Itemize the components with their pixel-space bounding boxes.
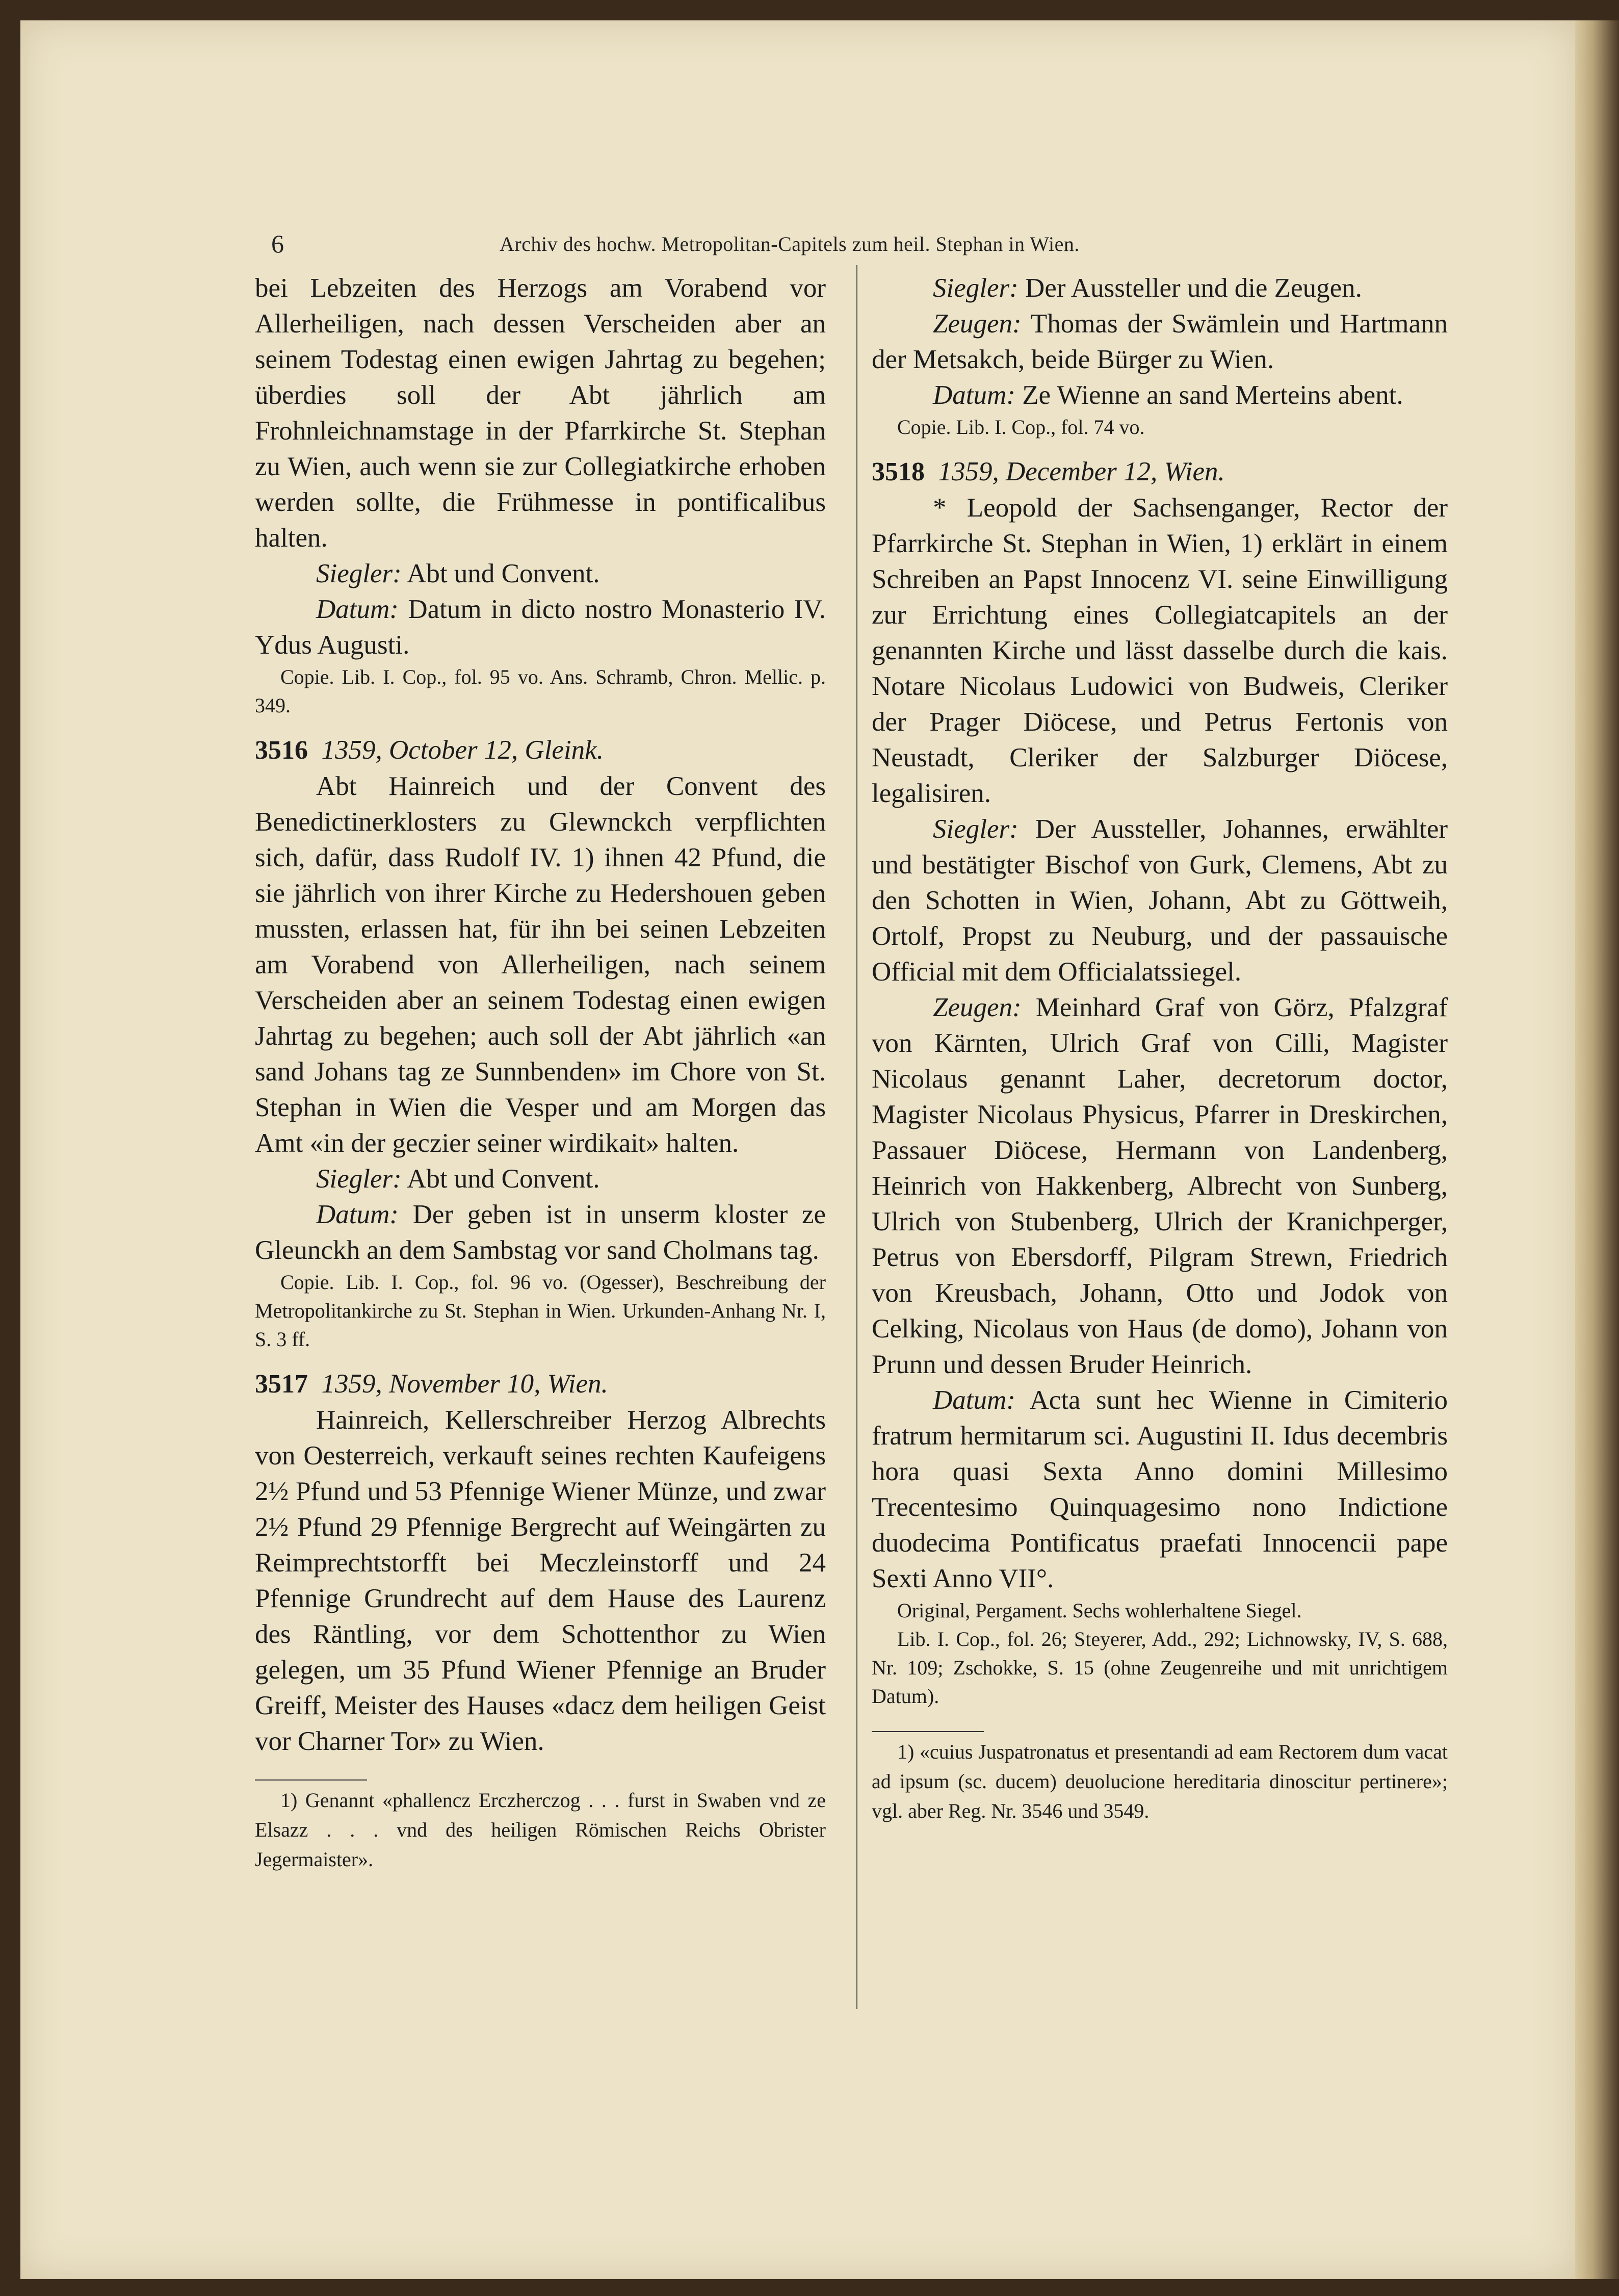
regest-text: Hainreich, Kellerschreiber Herzog Albrechts von Oesterreich, verkauft seines rechten Kaufeigens 2½ Pfund und 53 Pfennige Wiener Münze, und zwar 2½ Pfund 29 Pfennige Bergrecht auf Weingärten zu Reimprechtstorfft bei Meczleinstorff und 24 Pfennige Grundrecht auf dem Hause des Laurenz des Räntling, vor dem Schottenthor zu Wien gelegen, um 35 Pfund Wiener Pfennige an Bruder Greiff, Meister des Hauses «dacz dem heiligen Geist vor Charner Tor» zu Wien. [255, 1405, 826, 1756]
source-note: Copie. Lib. I. Cop., fol. 96 vo. (Ogesser), Beschreibung der Metropolitankirche zu St. Stephan in Wien. Urkunden-Anhang Nr. I, S. 3 ff. [255, 1271, 826, 1351]
continued-text: bei Lebzeiten des Herzogs am Vorabend vor Allerheiligen, nach dessen Verscheiden aber an seinem Todestag einen ewigen Jahrtag zu begehen; überdies soll der Abt jährlich am Frohnleichnamstage in der Pfarrkirche St. Stephan zu Wien, auch wenn sie zur Collegiatkirche erhoben werden sollte, die Frühmesse in pontificalibus halten. [255, 273, 826, 553]
source-note: Lib. I. Cop., fol. 26; Steyerer, Add., 292; Lichnowsky, IV, S. 688, Nr. 109; Zschokke, S. 15 (ohne Zeugenreihe und mit unrichtigem Datum). [872, 1628, 1448, 1708]
regest-heading: 3518 1359, December 12, Wien. [872, 457, 1225, 486]
date-line: Datum: Datum in dicto nostro Monasterio IV. Ydus Augusti. [255, 595, 826, 660]
seal-line: Siegler: Der Aussteller, Johannes, erwählter und bestätigter Bischof von Gurk, Clemens, Abt zu den Schotten in Wien, Johann, Abt zu Göttweih, Ortolf, Propst zu Neuburg, und der passauische Official mit dem Officialatssiegel. [872, 814, 1448, 987]
regest-text: Abt Hainreich und der Convent des Benedictinerklosters zu Glewnckch verpflichten sich, dafür, dass Rudolf IV. 1) ihnen 42 Pfund, die sie jährlich von ihrer Kirche zu Hedershouen geben mussten, erlassen hat, für ihn bei seinen Lebzeiten am Vorabend von Allerheiligen, nach seinem Verscheiden aber an seinem Todestag einen ewigen Jahrtag zu begehen; auch soll der Abt jährlich «an sand Johans tag ze Sunnbenden» im Chore von St. Stephan in Wien die Vesper und am Morgen das Amt «in der geczier seiner wirdikait» halten. [255, 771, 826, 1158]
witness-line: Zeugen: Meinhard Graf von Görz, Pfalzgraf von Kärnten, Ulrich Graf von Cilli, Magister Nicolaus genannt Laher, decretorum doctor, Magister Nicolaus Physicus, Pfarrer in Dreskirchen, Passauer Diöcese, Hermann von Landenberg, Heinrich von Hakkenberg, Albrecht von Sunberg, Ulrich von Stubenberg, Ulrich der Kranichperger, Petrus von Ebersdorff, Pilgram Strewn, Friedrich von Kreusbach, Johann, Otto und Jodok von Celking, Nicolaus von Haus (de domo), Johann von Prunn und dessen Bruder Heinrich. [872, 993, 1448, 1379]
seal-line: Siegler: Der Aussteller und die Zeugen. [933, 273, 1362, 303]
right-column [872, 270, 1448, 1826]
seal-line: Siegler: Abt und Convent. [316, 1164, 600, 1194]
witness-line: Zeugen: Thomas der Swämlein und Hartmann der Metsakch, beide Bürger zu Wien. [872, 309, 1448, 374]
page-edge [1575, 20, 1619, 2279]
column-divider [856, 265, 857, 2009]
footnote: 1) Genannt «phallencz Erczherczog . . . furst in Swaben vnd ze Elsazz . . . vnd des heiligen Römischen Reichs Obrister Jegermaister». [255, 1789, 826, 1871]
left-column [255, 270, 826, 1874]
seal-line: Siegler: Abt und Convent. [316, 559, 600, 588]
footnote: 1) «cuius Juspatronatus et presentandi ad eam Rectorem dum vacat ad ipsum (sc. ducem) deuolucione hereditaria dinoscitur pertinere»; vgl. aber Reg. Nr. 3546 und 3549. [872, 1740, 1448, 1822]
date-line: Datum: Ze Wienne an sand Merteins abent. [933, 380, 1403, 410]
source-note: Copie. Lib. I. Cop., fol. 74 vo. [897, 416, 1145, 438]
regest-heading: 3517 1359, November 10, Wien. [255, 1369, 608, 1399]
source-note: Copie. Lib. I. Cop., fol. 95 vo. Ans. Schramb, Chron. Mellic. p. 349. [255, 665, 826, 717]
date-line: Datum: Acta sunt hec Wienne in Cimiterio fratrum hermitarum sci. Augustini II. Idus decembris hora quasi Sexta Anno domini Millesimo Trecentesimo Quinquagesimo nono Indictione duodecima Pontificatus praefati Innocencii pape Sexti Anno VII°. [872, 1385, 1448, 1593]
regest-3516 [255, 732, 826, 1354]
page-number: 6 [271, 229, 284, 258]
regest-3517 [255, 1366, 826, 1759]
regest-heading: 3516 1359, October 12, Gleink. [255, 735, 604, 765]
regest-3518 [872, 454, 1448, 1711]
header-title: Archiv des hochw. Metropolitan-Capitels zum heil. Stephan in Wien. [500, 233, 1080, 255]
original-note: Original, Pergament. Sechs wohlerhaltene Siegel. [897, 1599, 1302, 1622]
date-line: Datum: Der geben ist in unserm kloster ze Gleunckh an dem Sambstag vor sand Cholmans tag. [255, 1200, 826, 1265]
footnote-rule [872, 1731, 984, 1732]
regest-text: * Leopold der Sachsenganger, Rector der Pfarrkirche St. Stephan in Wien, 1) erklärt in einem Schreiben an Papst Innocenz VI. seine Einwilligung zur Errichtung eines Collegiatcapitels an der genannten Kirche und lässt dasselbe durch die kais. Notare Nicolaus Ludowici von Budweis, Cleriker der Prager Diöcese, und Petrus Fertonis von Neustadt, Cleriker der Salzburger Diöcese, legalisiren. [872, 493, 1448, 808]
footnote-rule [255, 1779, 367, 1781]
